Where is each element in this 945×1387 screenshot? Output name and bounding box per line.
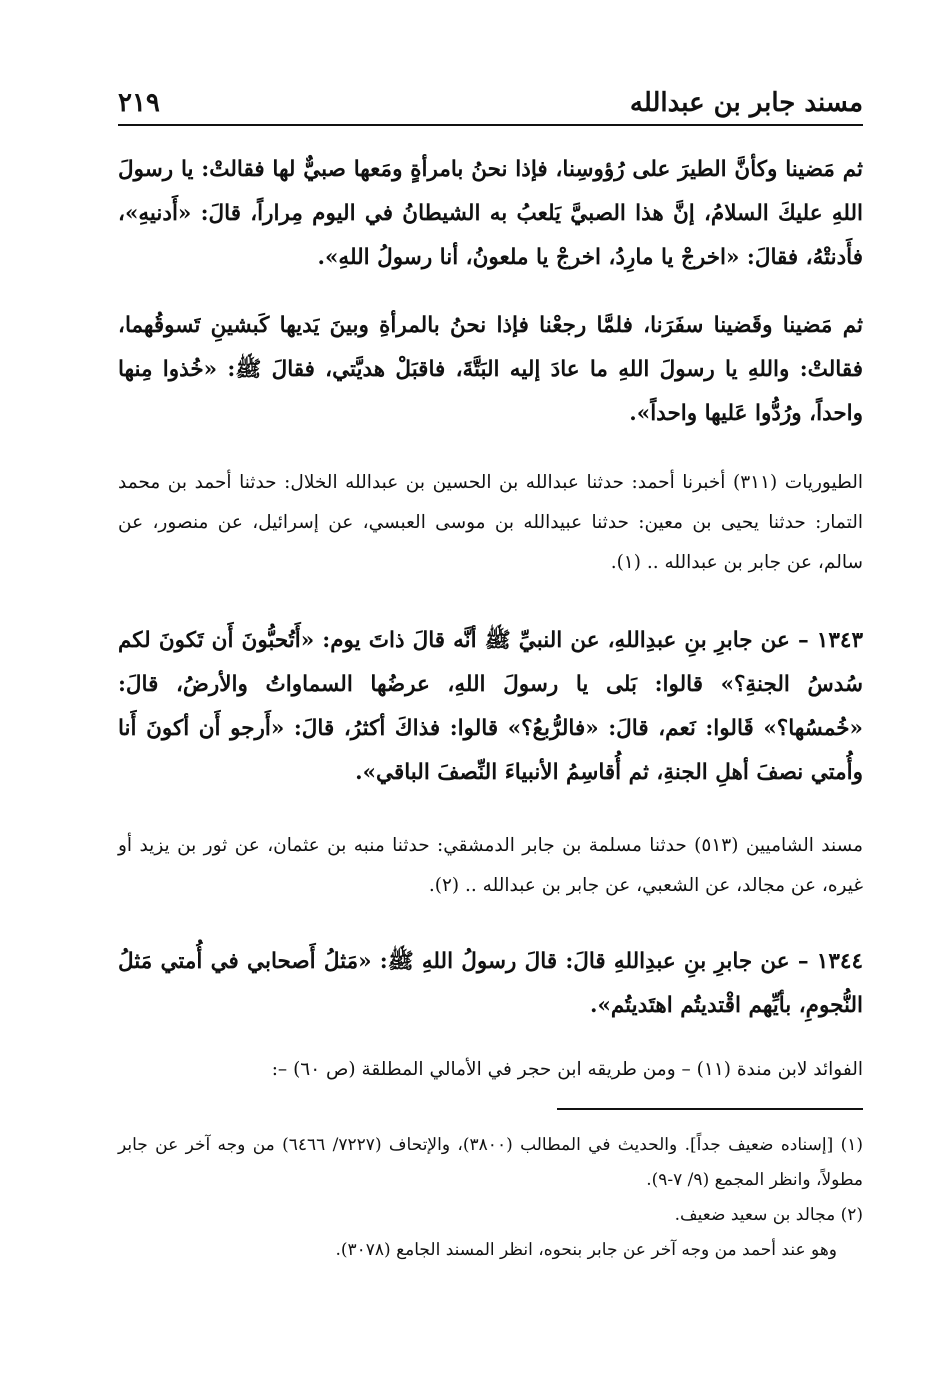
- hadith-paragraph: ثم مَضينا وكأنَّ الطيرَ على رُؤوسِنا، فإذا نحنُ بامرأةٍ ومَعها صبيٌّ لها فقالتْ: يا رسولَ اللهِ عليكَ السلامُ، إنَّ هذا الصبيَّ يَلعبُ به الشيطانُ في اليوم مِراراً، قالَ: «أَدنيهِ»، فأَدنتْهُ، فقالَ: «اخرجْ يا مارِدُ، اخرجْ يا ملعونُ، أنا رسولُ اللهِ».: [118, 157, 863, 270]
- source-citation-block: [118, 1050, 863, 1090]
- running-title: مسند جابر بن عبدالله: [629, 88, 863, 118]
- hadith-1343: ١٣٤٣ – عن جابرِ بنِ عبدِاللهِ، عن النبيِّ ﷺ أنَّه قالَ ذاتَ يوم: «أَتُحبُّونَ أَن تَكونَ لكم سُدسُ الجنةِ؟» قالوا: بَلى يا رسولَ اللهِ، عرضُها السماواتُ والأرضُ، قالَ: «خُمسُها؟» قَالوا: نَعم، قالَ: «فالرُّبعُ؟» قالوا: فذاكَ أكثرُ، قالَ: «أَرجو أَن أكونَ أَنا وأُمتي نصفَ أهلِ الجنةِ، ثم أُقاسِمُ الأنبياءَ النِّصفَ الباقي».: [118, 628, 863, 785]
- source-citation: الطيوريات (٣١١) أخبرنا أحمد: حدثنا عبدالله بن الحسين بن عبدالله الخلال: حدثنا أحمد بن محمد التمار: حدثنا يحيى بن معين: حدثنا عبيدالله بن موسى العبسي، عن إسرائيل، عن منصور، عن سالم، عن جابر بن عبدالله .. (١).: [118, 472, 864, 573]
- hadith-1344: ١٣٤٤ – عن جابرِ بنِ عبدِاللهِ قالَ: قالَ رسولُ اللهِ ﷺ: «مَثلُ أَصحابي في أُمتي مَثلُ النُّجومِ، بأيِّهم اقْتديتُم اهتَديتُم».: [118, 949, 863, 1018]
- source-citation: مسند الشاميين (٥١٣) حدثنا مسلمة بن جابر الدمشقي: حدثنا منبه بن عثمان، عن ثور بن يزيد أو غيره، عن مجالد، عن الشعبي، عن جابر بن عبدالله .. (٢).: [118, 835, 863, 896]
- hadith-text-block: [118, 148, 863, 280]
- hadith-text-block: [118, 304, 863, 436]
- footnote-1: (١) [إسناده ضعيف جداً]. والحديث في المطالب (٣٨٠٠)، والإتحاف (٧٢٢٧/ ٦٤٦٦) من وجه آخر عن جابر مطولاً، وانظر المجمع (٩/ ٧-٩).: [118, 1135, 864, 1190]
- header-divider: [118, 124, 863, 126]
- hadith-1344-block: [118, 940, 863, 1028]
- source-citation-block: [118, 463, 863, 583]
- footnote-2-continued: وهو عند أحمد من وجه آخر عن جابر بنحوه، انظر المسند الجامع (٣٠٧٨).: [335, 1240, 837, 1260]
- footnote-2: (٢) مجالد بن سعيد ضعيف.: [674, 1205, 863, 1225]
- footnote-divider: [557, 1108, 863, 1110]
- hadith-paragraph: ثم مَضينا وقَضينا سفَرَنا، فلمَّا رجعْنا فإذا نحنُ بالمرأةِ وبينَ يَديها كَبشينِ تَسوقُهما، فقالتْ: واللهِ يا رسولَ اللهِ ما عادَ إليه البَتَّةَ، فاقبَلْ هديَّتي، فقالَ ﷺ: «خُذوا مِنها واحداً، ورُدُّوا عَليها واحداً».: [118, 313, 863, 426]
- footnotes: [118, 1128, 863, 1268]
- hadith-1343-block: [118, 619, 863, 795]
- page-header: [118, 84, 863, 118]
- source-citation: الفوائد لابن مندة (١١) – ومن طريقه ابن حجر في الأمالي المطلقة (ص ٦٠) –:: [271, 1059, 863, 1080]
- page-number: ٢١٩: [118, 88, 160, 118]
- source-citation-block: [118, 826, 863, 906]
